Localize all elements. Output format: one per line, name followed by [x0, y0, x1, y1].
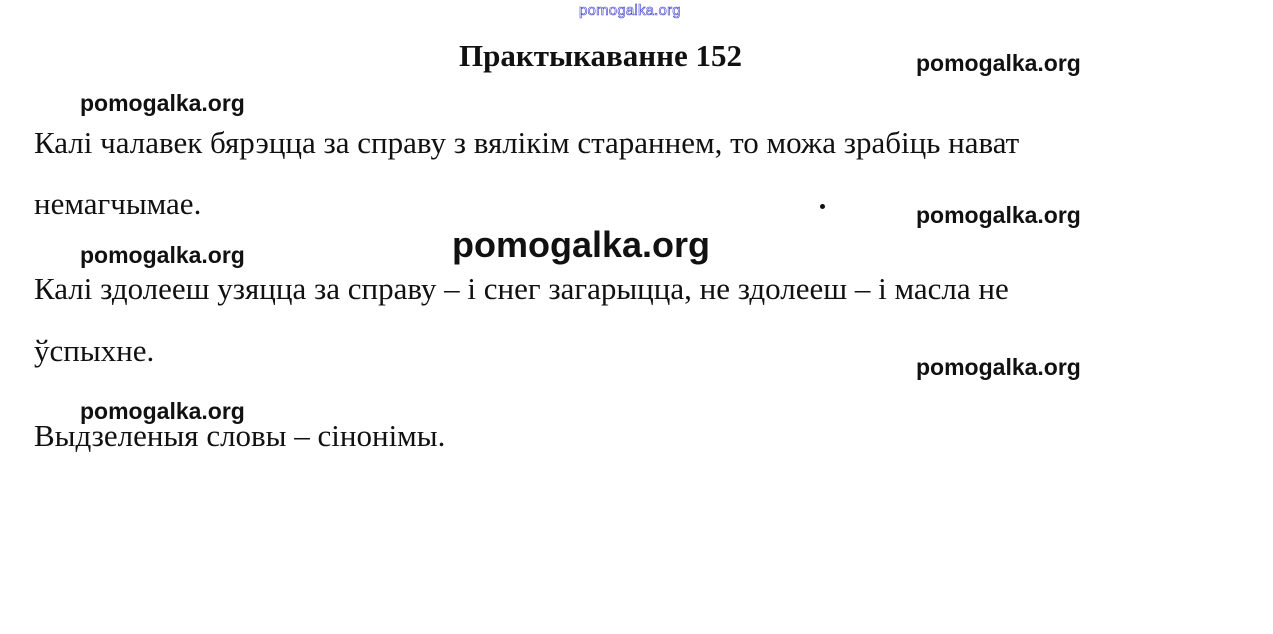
paragraph-1-line-1: Калі чалавек бярэцца за справу з вялікім стараннем, то можа зрабіць нават — [34, 125, 1020, 160]
watermark-center-large: pomogalka.org — [452, 224, 711, 265]
paragraph-2-line-1: Калі здолееш узяцца за справу – і снег загарыцца, не здолееш – і масла не — [34, 271, 1009, 306]
watermark-right-3: pomogalka.org — [916, 354, 1081, 380]
paragraph-1-line-2: немагчымае. — [34, 186, 202, 221]
page-title: Практыкаванне 152 — [459, 38, 743, 73]
watermark-left-1: pomogalka.org — [80, 90, 245, 116]
paragraph-3-line-1: Выдзеленыя словы – сінонімы. — [34, 418, 446, 453]
paragraph-2-line-2: ўспыхне. — [34, 333, 155, 368]
watermark-right-1: pomogalka.org — [916, 50, 1081, 76]
watermark-left-3: pomogalka.org — [80, 398, 245, 424]
watermark-top: pomogalka.org — [579, 2, 681, 19]
watermark-right-2: pomogalka.org — [916, 202, 1081, 228]
watermark-left-2: pomogalka.org — [80, 242, 245, 268]
stray-dot — [820, 204, 825, 209]
